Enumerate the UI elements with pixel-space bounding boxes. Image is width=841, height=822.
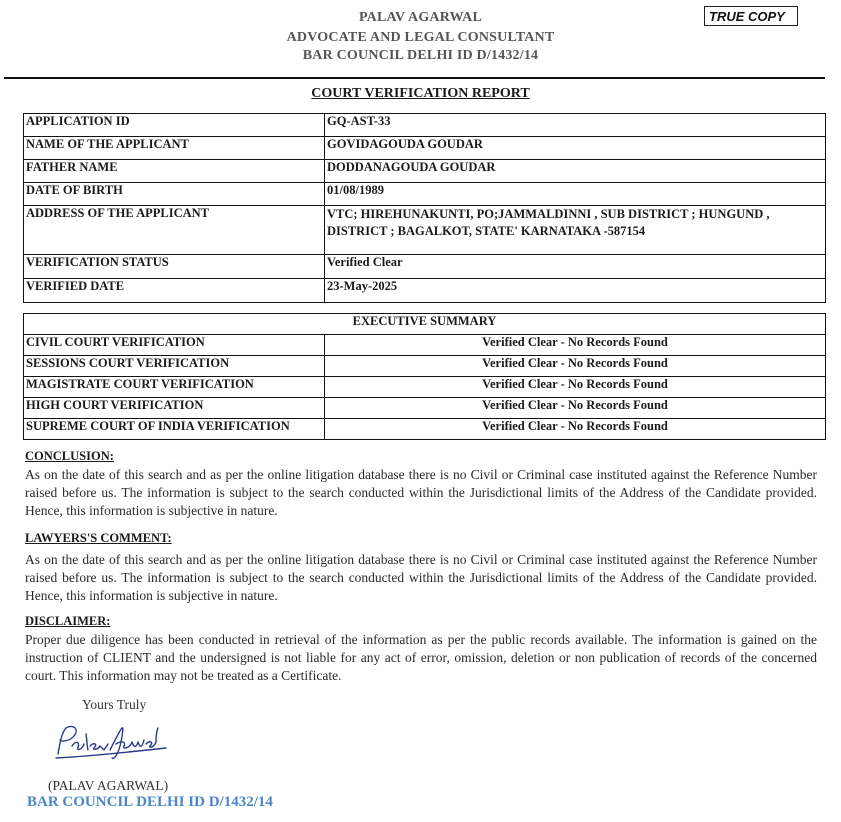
row-value: GQ-AST-33 [325,114,826,137]
signer-bar-id: BAR COUNCIL DELHI ID D/1432/14 [27,794,273,810]
row-value: 23-May-2025 [325,279,826,303]
table-row [24,255,826,279]
lawyers-comment-text: As on the date of this search and as per the online litigation database there is no Civil or Criminal case instituted against the Reference Number raised before us. The information is subject to the search conducted within the Jurisdictional limits of the Address of the Candidate provided. Hence, this information is subjective in nature. [25,552,817,603]
disclaimer-heading: DISCLAIMER: [25,614,111,628]
table-row [24,314,826,335]
signature-image [50,720,170,769]
row-label: VERIFICATION STATUS [24,255,325,279]
applicant-info-table [23,113,826,303]
row-label: SESSIONS COURT VERIFICATION [24,356,325,377]
row-label: SUPREME COURT OF INDIA VERIFICATION [24,419,325,440]
row-value: VTC; HIREHUNAKUNTI, PO;JAMMALDINNI , SUB DISTRICT ; HUNGUND , DISTRICT ; BAGALKOT, STATE' KARNATAKA -587154 [325,206,826,255]
advocate-name: PALAV AGARWAL [358,10,483,25]
row-label: HIGH COURT VERIFICATION [24,398,325,419]
row-value: 01/08/1989 [325,183,826,206]
table-row [24,377,826,398]
table-row [24,206,826,255]
lawyers-comment-heading: LAWYERS'S COMMENT: [25,531,172,545]
table-row [24,137,826,160]
row-label: NAME OF THE APPLICANT [24,137,325,160]
row-label: MAGISTRATE COURT VERIFICATION [24,377,325,398]
row-label: DATE OF BIRTH [24,183,325,206]
yours-truly-text: Yours Truly [82,697,147,712]
advocate-bar-id: BAR COUNCIL DELHI ID D/1432/14 [302,48,539,63]
executive-summary-table [23,313,826,440]
table-row [24,398,826,419]
disclaimer-text: Proper due diligence has been conducted in retrieval of the information as per the public records available. The information is gained on the instruction of CLIENT and the undersigned is not liable for any act of error, omission, deletion or non publication of records of the concerned court. This information may not be treated as a Certificate. [25,632,817,683]
true-copy-stamp: TRUE COPY [704,6,798,26]
row-value: DODDANAGOUDA GOUDAR [325,160,826,183]
table-row [24,183,826,206]
row-label: VERIFIED DATE [24,279,325,303]
row-label: APPLICATION ID [24,114,325,137]
row-value: Verified Clear - No Records Found [325,356,826,377]
table-row [24,114,826,137]
summary-heading: EXECUTIVE SUMMARY [24,314,826,335]
table-row [24,356,826,377]
row-label: ADDRESS OF THE APPLICANT [24,206,325,255]
row-value: Verified Clear - No Records Found [325,377,826,398]
conclusion-text: As on the date of this search and as per the online litigation database there is no Civil or Criminal case instituted against the Reference Number raised before us. The information is subject to the search conducted within the Jurisdictional limits of the Address of the Candidate provided. Hence, this information is subjective in nature. [25,467,817,518]
row-value: Verified Clear - No Records Found [325,335,826,356]
row-label: CIVIL COURT VERIFICATION [24,335,325,356]
table-row [24,160,826,183]
row-label: FATHER NAME [24,160,325,183]
row-value: Verified Clear [325,255,826,279]
row-value: Verified Clear - No Records Found [325,398,826,419]
row-value: Verified Clear - No Records Found [325,419,826,440]
conclusion-heading: CONCLUSION: [25,449,114,463]
row-value: GOVIDAGOUDA GOUDAR [325,137,826,160]
table-row [24,419,826,440]
table-row [24,335,826,356]
advocate-title: ADVOCATE AND LEGAL CONSULTANT [286,30,555,45]
report-title: COURT VERIFICATION REPORT [311,86,530,101]
table-row [24,279,826,303]
header-divider [4,77,825,79]
signer-name: (PALAV AGARWAL) [48,778,169,793]
